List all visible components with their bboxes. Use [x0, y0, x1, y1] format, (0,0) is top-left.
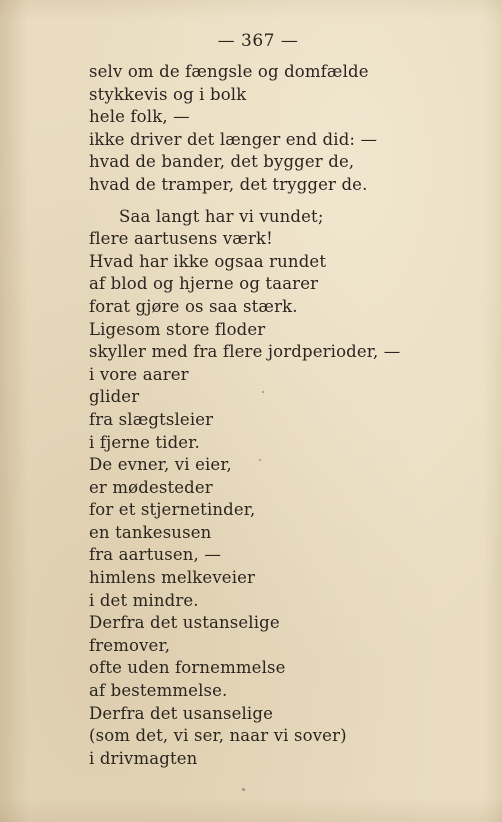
poem-line: forat gjøre os saa stærk. — [89, 296, 298, 316]
paper-speck — [259, 459, 261, 461]
stanza-1 — [89, 61, 489, 197]
poem-line: Ligesom store floder — [89, 319, 266, 339]
poem-line: (som det, vi ser, naar vi sover) — [89, 726, 347, 746]
poem-line: stykkevis og i bolk — [89, 84, 247, 104]
poem-line: skyller med fra flere jordperioder, — — [89, 342, 401, 362]
poem-line: hvad de tramper, det trygger de. — [89, 174, 368, 194]
poem-line: en tankesusen — [89, 522, 212, 542]
poem-text — [89, 61, 489, 770]
poem-line: himlens melkeveier — [89, 568, 256, 588]
poem-line: af bestemmelse. — [89, 681, 228, 701]
poem-line: af blod og hjerne og taarer — [89, 274, 319, 294]
poem-line: i fjerne tider. — [89, 432, 200, 452]
poem-line: Derfra det usanselige — [89, 703, 273, 723]
poem-line: fra slægtsleier — [89, 409, 214, 429]
poem-line: i det mindre. — [89, 590, 199, 610]
poem-line: selv om de fængsle og domfælde — [89, 62, 369, 81]
poem-line: fremover, — [89, 635, 171, 655]
page-number: — 367 — — [217, 31, 299, 51]
poem-line: er mødesteder — [89, 477, 213, 497]
poem-line: Hvad har ikke ogsaa rundet — [89, 251, 327, 271]
poem-line: for et stjernetinder, — [89, 500, 256, 520]
poem-line: ofte uden fornemmelse — [89, 658, 286, 678]
poem-line: glider — [89, 387, 140, 407]
stanza-2 — [89, 206, 489, 771]
paper-speck — [262, 391, 264, 393]
poem-line: ikke driver det længer end did: — — [89, 129, 378, 149]
poem-line: hvad de bander, det bygger de, — [89, 152, 355, 172]
poem-line: hele folk, — — [89, 107, 190, 127]
poem-line: fra aartusen, — — [89, 545, 221, 565]
poem-line: Saa langt har vi vundet; — [119, 206, 324, 226]
poem-line: i vore aarer — [89, 364, 189, 384]
poem-line: Derfra det ustanselige — [89, 613, 280, 633]
poem-line: flere aartusens værk! — [89, 229, 273, 249]
paper-speck — [242, 788, 245, 791]
poem-line: i drivmagten — [89, 748, 198, 768]
poem-line: De evner, vi eier, — [89, 455, 232, 475]
